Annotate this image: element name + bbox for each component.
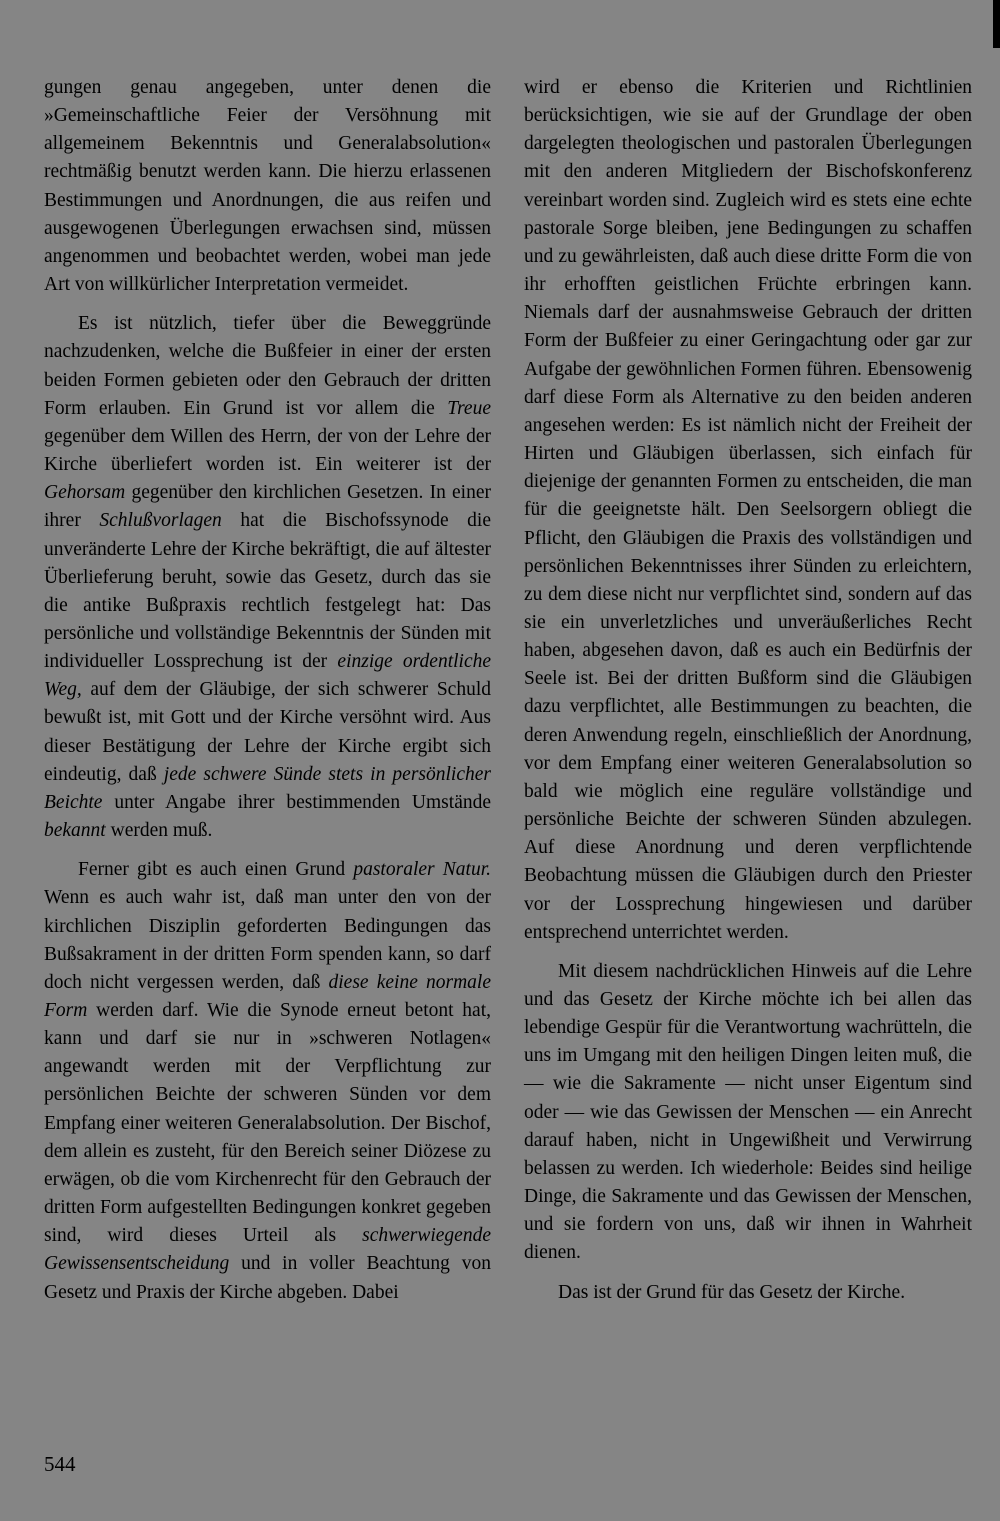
emphasis-text: schwerwiegende Gewissensentscheidung xyxy=(44,1225,491,1275)
emphasis-text: Treue xyxy=(447,397,491,419)
text-run: auf dem der Gläubige, der sich schwerer Schuld bewußt ist, mit Gott und der Kirche versöhnt wird. Aus dieser Bestätigung der Lehre der Kirche ergibt sich eindeutig, daß xyxy=(44,679,491,785)
paragraph xyxy=(44,310,491,845)
text-run: gungen genau angegeben, unter denen die »Gemeinschaftliche Feier der Versöhnung mit allgemeinem Bekenntnis und Generalabsolution« rechtmäßig benutzt werden kann. Die hierzu erlassenen Bestimmungen und Anordnungen, die aus reifen und ausgewogenen Überlegungen erwachsen sind, müssen angenommen und beobachtet werden, wobei man jede Art von willkürlicher Interpretation vermeidet. xyxy=(44,77,491,296)
text-run: werden darf. Wie die Synode erneut betont hat, kann und darf sie nur in »schweren Notlagen« angewandt werden mit der Verpflichtung zur persönlichen Beichte der schweren Sünden vor dem Empfang einer weiteren Generalabsolution. Der Bischof, dem allein es zusteht, für den Bereich seiner Diözese zu erwägen, ob die vom Kirchenrecht für den Gebrauch der dritten Form aufgestellten Bedingungen konkret gegeben sind, wird dieses Urteil als xyxy=(44,1000,491,1247)
text-run: hat die Bischofssynode die unveränderte Lehre der Kirche bekräftigt, die auf ältester Überlieferung beruht, sowie das Gesetz, durch das sie die antike Bußpraxis rechtlich festgelegt hat: Das persönliche und vollständige Bekenntnis der Sünden mit individueller Lossprechung ist der xyxy=(44,510,492,673)
page-number: 544 xyxy=(44,1452,76,1476)
text-run: Das ist der Grund für das Gesetz der Kirche. xyxy=(558,1281,906,1303)
emphasis-text: bekannt xyxy=(44,820,106,842)
text-run: gegenüber den kirchlichen Gesetzen. In einer ihrer xyxy=(44,482,491,532)
emphasis-text: einzige ordentliche Weg, xyxy=(44,651,492,701)
text-run: Ferner gibt es auch einen Grund xyxy=(78,859,354,881)
paragraph xyxy=(524,958,972,1268)
page-edge-mark xyxy=(993,0,1000,48)
emphasis-text: Schlußvorlagen xyxy=(99,510,222,532)
text-run: Es ist nützlich, tiefer über die Beweggründe nachzudenken, welche die Bußfeier in einer der ersten beiden Formen gebieten oder den Gebrauch der dritten Form erlauben. Ein Grund ist vor allem die xyxy=(44,313,491,419)
text-run: und in voller Beachtung von Gesetz und Praxis der Kirche abgeben. Dabei xyxy=(44,1253,491,1303)
right-column xyxy=(524,74,972,1307)
text-run: gegenüber dem Willen des Herrn, der von der Lehre der Kirche überliefert worden ist. Ein weiterer ist der xyxy=(44,425,491,476)
paragraph xyxy=(44,856,491,1307)
emphasis-text: jede schwere Sünde stets in persönlicher Beichte xyxy=(44,763,491,813)
text-run: unter Angabe ihrer bestimmenden Umstände xyxy=(102,791,491,813)
paragraph xyxy=(524,1279,972,1307)
emphasis-text: Gehorsam xyxy=(44,482,126,504)
emphasis-text: diese keine normale Form xyxy=(44,971,491,1021)
text-run: Mit diesem nachdrücklichen Hinweis auf die Lehre und das Gesetz der Kirche möchte ich bei allen das lebendige Gespür für die Verantwortung wachrütteln, die uns im Umgang mit den heiligen Dingen leiten muß, die — wie die Sakramente — nicht unser Eigentum sind oder — wie das Gewissen der Menschen — ein Anrecht darauf haben, nicht in Ungewißheit und Verwirrung belassen zu werden. Ich wiederhole: Beides sind heilige Dinge, die Sakramente und das Gewissen der Menschen, und sie fordern von uns, daß wir ihnen in Wahrheit dienen. xyxy=(524,960,972,1264)
left-column xyxy=(44,74,491,1307)
paragraph xyxy=(44,74,491,299)
text-run: wird er ebenso die Kriterien und Richtlinien berücksichtigen, wie sie auf der Grundlage der oben dargelegten theologischen und pastoralen Überlegungen mit den anderen Mitgliedern der Bischofskonferenz vereinbart worden sind. Zugleich wird es stets eine echte pastorale Sorge bleiben, jene Bedingungen zu schaffen und zu gewährleisten, daß auch diese dritte Form die von ihr erhofften geistlichen Früchte erbringen kann. Niemals darf der ausnahmsweise Gebrauch der dritten Form der Bußfeier zu einer Geringachtung oder gar zur Aufgabe der gewöhnlichen Formen führen. Ebensowenig darf diese Form als Alternative zu den beiden anderen angesehen werden: Es ist nämlich nicht der Freiheit der Hirten und Gläubigen überlassen, sich einfach für diejenige der genannten Formen zu entscheiden, die man für die geeignetste hält. Den Seelsorgern obliegt die Pflicht, den Gläubigen die Praxis des vollständigen und persönlichen Bekenntnisses ihrer Sünden zu erleichtern, zu dem diese nicht nur verpflichtet sind, sondern auf das sie ein unverletzliches und unveräußerliches Recht haben, abgesehen davon, daß es auch ein Bedürfnis der Seele ist. Bei der dritten Bußform sind die Gläubigen dazu verpflichtet, alle Bestimmungen zu beachten, die deren Anwendung regeln, einschließlich der Anordnung, vor dem Empfang einer weiteren Generalabsolution so bald wie möglich eine reguläre vollständige und persönliche Beichte der schweren Sünden abzulegen. Auf diese Anordnung und deren verpflichtende Beobachtung müssen die Gläubigen durch den Priester vor der Lossprechung hingewiesen und darüber entsprechend unterrichtet werden. xyxy=(524,77,972,943)
emphasis-text: pastoraler Natur. xyxy=(353,859,491,881)
text-run: werden muß. xyxy=(105,820,213,842)
paragraph xyxy=(524,74,972,947)
text-run: Wenn es auch wahr ist, daß man unter den von der kirchlichen Disziplin geforderten Bedingungen das Bußsakrament in der dritten Form spenden kann, so darf doch nicht vergessen werden, daß xyxy=(44,887,491,993)
